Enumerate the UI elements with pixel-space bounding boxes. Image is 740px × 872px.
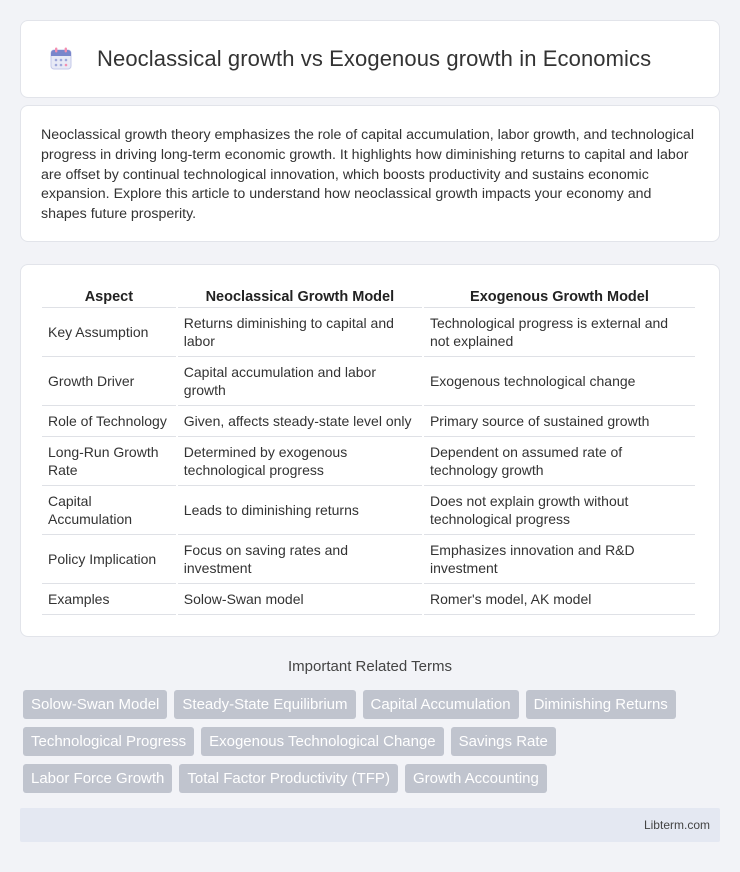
tag-exogenous-technological-change[interactable]: Exogenous Technological Change [201, 727, 444, 756]
title-card [20, 20, 720, 98]
table-row [42, 406, 695, 437]
cell-aspect: Role of Technology [42, 406, 176, 437]
header-aspect: Aspect [42, 285, 176, 308]
tag-savings-rate[interactable]: Savings Rate [451, 727, 556, 756]
cell-exogenous: Does not explain growth without technological progress [424, 486, 695, 535]
tag-steady-state-equilibrium[interactable]: Steady-State Equilibrium [174, 690, 355, 719]
cell-neoclassical: Leads to diminishing returns [178, 486, 422, 535]
tag-row [23, 727, 723, 756]
cell-exogenous: Romer's model, AK model [424, 584, 695, 615]
tag-diminishing-returns[interactable]: Diminishing Returns [526, 690, 676, 719]
cell-aspect: Examples [42, 584, 176, 615]
table-row [42, 584, 695, 615]
cell-neoclassical: Focus on saving rates and investment [178, 535, 422, 584]
comparison-card [20, 264, 720, 637]
cell-neoclassical: Solow-Swan model [178, 584, 422, 615]
cell-aspect: Capital Accumulation [42, 486, 176, 535]
cell-aspect: Policy Implication [42, 535, 176, 584]
comparison-table [40, 285, 697, 615]
cell-exogenous: Primary source of sustained growth [424, 406, 695, 437]
tag-solow-swan-model[interactable]: Solow-Swan Model [23, 690, 167, 719]
header-exogenous: Exogenous Growth Model [424, 285, 695, 308]
table-row [42, 437, 695, 486]
cell-exogenous: Exogenous technological change [424, 357, 695, 406]
intro-card [20, 105, 720, 242]
related-terms-tags [23, 690, 723, 801]
table-row [42, 535, 695, 584]
tag-total-factor-productivity[interactable]: Total Factor Productivity (TFP) [179, 764, 398, 793]
footer-site-link[interactable]: Libterm.com [643, 818, 710, 832]
intro-paragraph: Neoclassical growth theory emphasizes the role of capital accumulation, labor growth, and technological progress in driving long-term economic growth. It highlights how diminishing returns to capital and labor are offset by continual technological innovation, which boosts productivity and sustains economic expansion. Explore this article to understand how neoclassical growth impacts your economy and shapes future prosperity. [41, 127, 694, 223]
page-title: Neoclassical growth vs Exogenous growth in Economics [97, 46, 652, 71]
cell-exogenous: Technological progress is external and not explained [424, 308, 695, 357]
cell-exogenous: Dependent on assumed rate of technology growth [424, 437, 695, 486]
cell-exogenous: Emphasizes innovation and R&D investment [424, 535, 695, 584]
tag-capital-accumulation[interactable]: Capital Accumulation [363, 690, 519, 719]
header-neoclassical: Neoclassical Growth Model [178, 285, 422, 308]
tag-row [23, 690, 723, 719]
cell-aspect: Growth Driver [42, 357, 176, 406]
table-row [42, 308, 695, 357]
tag-row [23, 764, 723, 793]
cell-neoclassical: Determined by exogenous technological progress [178, 437, 422, 486]
table-row [42, 486, 695, 535]
cell-aspect: Long-Run Growth Rate [42, 437, 176, 486]
cell-neoclassical: Returns diminishing to capital and labor [178, 308, 422, 357]
table-row [42, 357, 695, 406]
tag-labor-force-growth[interactable]: Labor Force Growth [23, 764, 172, 793]
cell-neoclassical: Given, affects steady-state level only [178, 406, 422, 437]
tag-growth-accounting[interactable]: Growth Accounting [405, 764, 547, 793]
related-terms-title: Important Related Terms [288, 658, 452, 675]
cell-aspect: Key Assumption [42, 308, 176, 357]
cell-neoclassical: Capital accumulation and labor growth [178, 357, 422, 406]
table-header-row [42, 285, 695, 308]
calendar-icon [47, 45, 75, 73]
tag-technological-progress[interactable]: Technological Progress [23, 727, 194, 756]
footer [20, 808, 720, 842]
